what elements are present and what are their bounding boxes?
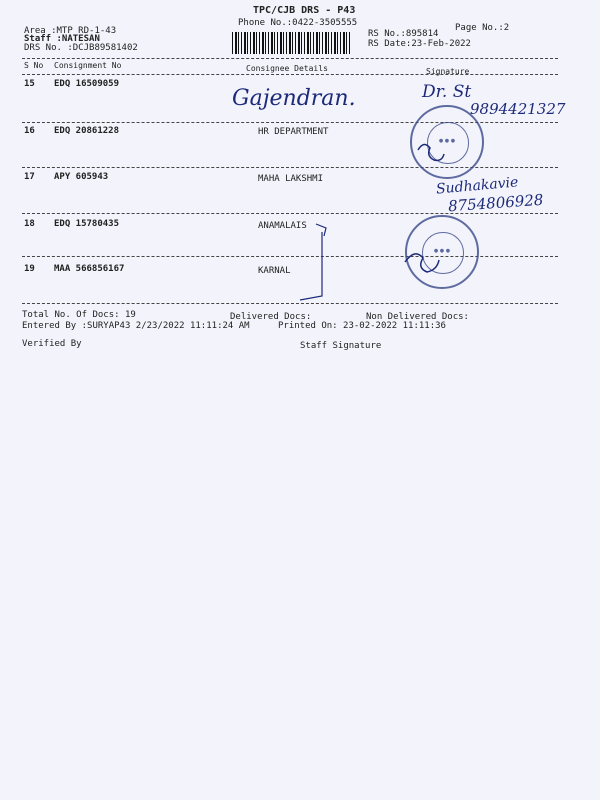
verified-by: Verified By: [22, 339, 82, 349]
row-15-consignment: EDQ 16509059: [54, 79, 120, 89]
row-19-consignment: MAA 566856167: [54, 264, 125, 274]
rs-number: RS No.:895814: [368, 29, 439, 39]
row-16-consignee: HR DEPARTMENT: [258, 127, 329, 137]
row-17-consignee: MAHA LAKSHMI: [258, 174, 324, 184]
staff-name: Staff :NATESAN: [24, 34, 100, 44]
company-stamp: ● ● ●: [410, 105, 484, 179]
row-18-consignee: ANAMALAIS: [258, 221, 307, 231]
document-title: TPC/CJB DRS - P43: [253, 5, 356, 16]
row-17-consignment: APY 605943: [54, 172, 109, 182]
total-docs: Total No. Of Docs: 19: [22, 310, 136, 320]
handwritten-signature: Sudhakavie: [435, 174, 519, 198]
page-number: Page No.:2: [455, 23, 510, 33]
row-16-sno: 16: [24, 126, 35, 136]
col-sno: S No: [24, 61, 44, 70]
delivered-docs: Delivered Docs:: [230, 312, 312, 322]
phone-number: Phone No.:0422-3505555: [238, 18, 358, 28]
area-code: Area :MTP RD-1-43: [24, 26, 117, 36]
staff-signature: Staff Signature: [300, 341, 382, 351]
col-signature: Signature: [426, 67, 470, 76]
printed-on: Printed On: 23-02-2022 11:11:36: [278, 321, 446, 331]
col-consignment: Consignment No: [54, 61, 122, 70]
row-19-consignee: KARNAL: [258, 266, 291, 276]
rs-date: RS Date:23-Feb-2022: [368, 39, 471, 49]
handwritten-phone: 9894421327: [470, 100, 566, 118]
company-stamp: ● ● ●: [405, 215, 479, 289]
drs-number: DRS No. :DCJB89581402: [24, 43, 138, 53]
handwritten-name: Gajendran.: [232, 86, 356, 111]
row-18-sno: 18: [24, 219, 35, 229]
non-delivered-docs: Non Delivered Docs:: [366, 312, 469, 322]
entered-by: Entered By :SURYAP43 2/23/2022 11:11:24 AM: [22, 321, 250, 331]
handwritten-signature: Dr. St: [422, 82, 472, 102]
row-16-consignment: EDQ 20861228: [54, 126, 120, 136]
row-18-consignment: EDQ 15780435: [54, 219, 120, 229]
row-15-sno: 15: [24, 79, 35, 89]
handwritten-phone: 8754806928: [447, 190, 544, 216]
row-17-sno: 17: [24, 172, 35, 182]
col-consignee: Consignee Details: [246, 64, 328, 73]
row-19-sno: 19: [24, 264, 35, 274]
